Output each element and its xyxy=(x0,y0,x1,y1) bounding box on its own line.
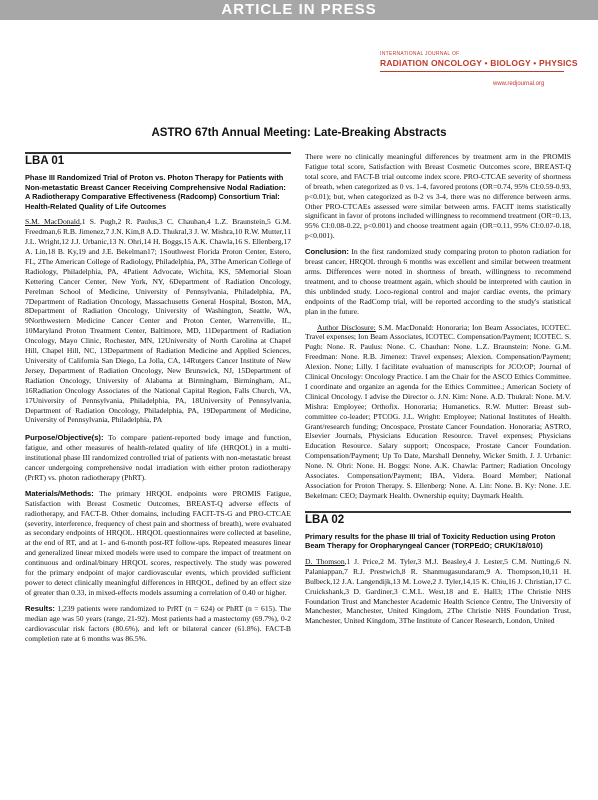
left-column xyxy=(25,150,291,649)
methods-text: The primary HRQOL endpoints were PROMIS Fatigue, Satisfaction with Breast Cosmetic Outcomes, BREAST-Q adverse effects of radiotherapy, and FACT-B. Other domains, including FACIT-TS-G and PRO-CTCAE (severity, interference, frequency of chest pain and shortness of breath), were evaluated as secondary endpoints of HRQOL. HRQOL questionnaires were collected at baseline, at the end of RT, and at 1- and 6-month post-RT follow-ups. Repeated measures linear and generalized linear mixed models were used to compare the impact of treatment on continuous and ordinal/binary HRQOL scores, respectively. The study was powered for the primary endpoint of major cardiovascular events, which provided sufficient power to detect clinically meaningful differences in HRQOL, defined by an effect size of greater than 0.33, in mixed-effects models assuming a correlation of 0.40 or higher. xyxy=(25,488,291,597)
article-in-press-banner: ARTICLE IN PRESS xyxy=(0,0,598,20)
purpose-text: To compare patient-reported body image and function, fatigue, and other measures of health-related quality of life (HRQOL) in a multi-institutional phase III randomized controlled trial of patients with non-metastatic breast cancer undergoing comprehensive nodal irradiation with either proton radiotherapy (PrRT) vs. photon radiotherapy (PhRT). xyxy=(25,433,291,482)
journal-divider xyxy=(380,71,564,72)
right-column xyxy=(305,152,571,634)
journal-prefix: INTERNATIONAL JOURNAL OF xyxy=(380,51,460,57)
section-divider xyxy=(305,511,571,513)
abstract-label: LBA 01 xyxy=(25,155,65,167)
authors-affiliations: ,1 S. Pugh,2 R. Paulus,3 C. Chauhan,4 L.Z. Braunstein,5 G.M. Freedman,6 R.B. Jimenez,7 J.N. Kim,8 A.D. Thukral,3 J. W. Mishra,10 R.W. Mutter,11 J.L. Wright,12 J.J. Urbanic,13 N. Ohri,14 H. Boggs,15 A.K. Chawla,16 S. Ellenberg,17 A. Lin,18 B. Ky,19 and J.E. Bekelman17; 1Southwest Florida Proton Center, Estero, FL, 2The American College of Radiology, Philadelphia, PA, 3The American College of Radiology, Philadelphia, PA, 4Patient Advocate, Wichita, KS, 5Memorial Sloan Kettering Cancer Center, New York, NY, 6Department of Radiation Oncology, Perelman School of Medicine, University of Pennsylvania, Philadelphia, PA, 7Department of Radiation Oncology, Massachusetts General Hospital, Boston, MA, 8Department of Radiation Oncology, University of Washington, Seattle, WA, 9Northwestern Medicine Cancer Center and Proton Center, Warrenville, IL, 10Maryland Proton Treatment Center, Baltimore, MD, 11Department of Radiation Oncology, Mayo Clinic, Rochester, MN, 12University of North Carolina at Chapel Hill, Chapel Hill, NC, 13Department of Radiation Medicine and Applied Sciences, University of California San Diego, La Jolla, CA, 14Rutgers Cancer Institute of New Jersey, Department of Radiation Oncology, New Brunswick, NJ, 15Department of Radiation Oncology, University of Alabama at Birmingham, Birmingham, AL, 16Radiation Oncology Associates of the National Capital Region, Falls Church, VA, 17University of Pennsylvania, Philadelphia, PA, 18University of Pennsylvania, Department of Radiation Oncology, Philadelphia, PA, 19Department of Medicine, University of Pennsylvania, Philadelphia, PA xyxy=(25,217,291,425)
author-list xyxy=(25,217,291,425)
conclusion-text: In the first randomized study comparing proton to photon radiation for breast cancer, HRQOL through 6 months was excellent and similar between treatment arms. Differences were noted in shortness of breath, willingness to recommend treatment, and to choose treatment again, which should be interpreted with caution in this unblinded study. Loco-regional control and major cardiac events, the primary endpoints of the RadComp trial, will be reported according to the study's statistical plan in the future. xyxy=(305,247,571,316)
disclosure-text: S.M. MacDonald: Honoraria; Ion Beam Associates, ICOTEC. Travel expenses; Ion Beam Associates, ICOTEC. Compensation/Payment; ICOTEC. S. Pugh: None. R. Paulus: None. C. Chauhan: None. L.Z. Braunstein: None. G.M. Freedman: None. R.B. Jimenez: Travel expenses; Alexion. Compensation/Payment; Alexion. None; Lilly. I facilitate evaluation of manuscripts for JCO:OP; Journal of Clinical Oncology: Oncology Practice. I am the Chair for the ASCO Ethics Committee. I coordinate and organize an agenda for the Ethics Committee.; American Society of Clinical Oncology. I advise the Director o. J.N. Kim: None. A.D. Thukral: None. M.V. Mishra: Employee; Orthofix. Honoraria; Humanetics. R.W. Mutter: Breast sub-committee co-leader; PTCOG. J.L. Wright: Employee; National Institutes of Health. Grant/research funding; Oncospace, Prostate Cancer Foundation. Honoraria; ASTRO, Elsevier Journals, Physicians Education Resource. Travel expenses; Physicians Education Resource. Salary support; Oncospace, Prostate Cancer Foundation. Compensation/Payment; Up To Date, Marshall Dennehy, Wicker Smith. J. J. Urbanic: None. N. Ohri: None. H. Boggs: None. A.K. Chawla: Partner; Radiation Oncology Associates. Compensation/Payment; IBA, Videra. Board Member; National Association for Proton Therapy. S. Ellenberg: None. A. Lin: None. B. Ky: None. J.E. Bekelman: CEO; Daymark Health. Ownership equity; Daymark Health. xyxy=(305,322,571,500)
results-text: 1,239 patients were randomized to PrRT (n = 624) or PhRT (n = 615). The median age was 50 years (range, 21-92). Most patients had a mastectomy (69.7%), 0-2 cardiovascular risk factors (80.6%), and left or bilateral cancer (61.8%). FACT-B completion rate at 6 months was 86.5%. xyxy=(25,603,291,643)
results-label: Results: xyxy=(25,603,55,613)
conclusion-paragraph xyxy=(305,247,571,316)
conclusion-label: Conclusion: xyxy=(305,247,349,257)
journal-url[interactable]: www.redjournal.org xyxy=(493,81,545,87)
presenting-author: D. Thomson xyxy=(305,556,345,566)
authors-affiliations: ,1 J. Price,2 M. Tyler,3 M.J. Beasley,4 J. Lester,5 C.M. Nutting,6 N. Palaniappan,7 R.J. Prestwich,8 R. Shanmugasundaram,9 A. Thompson,10,11 H. Bulbeck,12 J.A. Langendijk,13 M. Lowe,2 J. Tyler,14,15 K. Chiu,16 J. Christian,17 C. Cruickshank,3 D. Gardiner,3 C.M.L. West,18 and E. Hall3; 1The Christie NHS Foundation Trust and Manchester Academic Health Science Centre, The University of Manchester, Manchester, United Kingdom, 2The Christie NHS Foundation Trust, Manchester, United Kingdom, 3The Institute of Cancer Research, London, United xyxy=(305,556,571,626)
abstract-title: Phase III Randomized Trial of Proton vs. Photon Therapy for Patients with Non-metastatic Breast Cancer Receiving Comprehensive Nodal Radiation: A Radiotherapy Comparative Effectiveness (Radcomp) Consortium Trial: Health-Related Quality of Life Outcomes xyxy=(25,172,286,211)
results-paragraph xyxy=(25,604,291,644)
journal-name: RADIATION ONCOLOGY • BIOLOGY • PHYSICS xyxy=(380,58,578,68)
disclosure-label: Author Disclosure: xyxy=(317,322,376,332)
author-list xyxy=(305,557,571,626)
disclosure-paragraph xyxy=(305,323,571,501)
methods-paragraph xyxy=(25,489,291,598)
abstract-label: LBA 02 xyxy=(305,513,345,526)
meeting-title: ASTRO 67th Annual Meeting: Late-Breaking Abstracts xyxy=(151,127,447,139)
abstract-title: Primary results for the phase III trial of Toxicity Reduction using Proton Beam Therapy for Oropharyngeal Cancer (TORPEdO; CRUK/18/010) xyxy=(305,531,556,551)
methods-label: Materials/Methods: xyxy=(25,488,94,498)
presenting-author: S.M. MacDonald xyxy=(25,217,80,227)
purpose-label: Purpose/Objective(s): xyxy=(25,433,104,443)
results-continued: There were no clinically meaningful differences by treatment arm in the PROMIS Fatigue total score, Satisfaction with Breast Cosmetic Outcomes score, BREAST-Q total score, and FACT-B trial outcome index score. PRO-CTCAE severity of shortness of breath, when categorized as 0 vs. 1-4, favored protons (OR=0.74, 95% CI:0.59-0.93, p<0.01); but, when categorized as 0-2 vs 3-4, there was no difference between arms. Other PRO-CTCAEs assessed were similar between arms. FACIT items statistically significant in favor of protons included willingness to recommend treatment (OR=0.13, 95% CI:0.08-0.22, p<0.001) and choose treatment again (OR=0.11, 95% CI:0.07-0.18, p<0.001). xyxy=(305,152,571,241)
section-divider xyxy=(25,152,291,154)
purpose-paragraph xyxy=(25,433,291,483)
